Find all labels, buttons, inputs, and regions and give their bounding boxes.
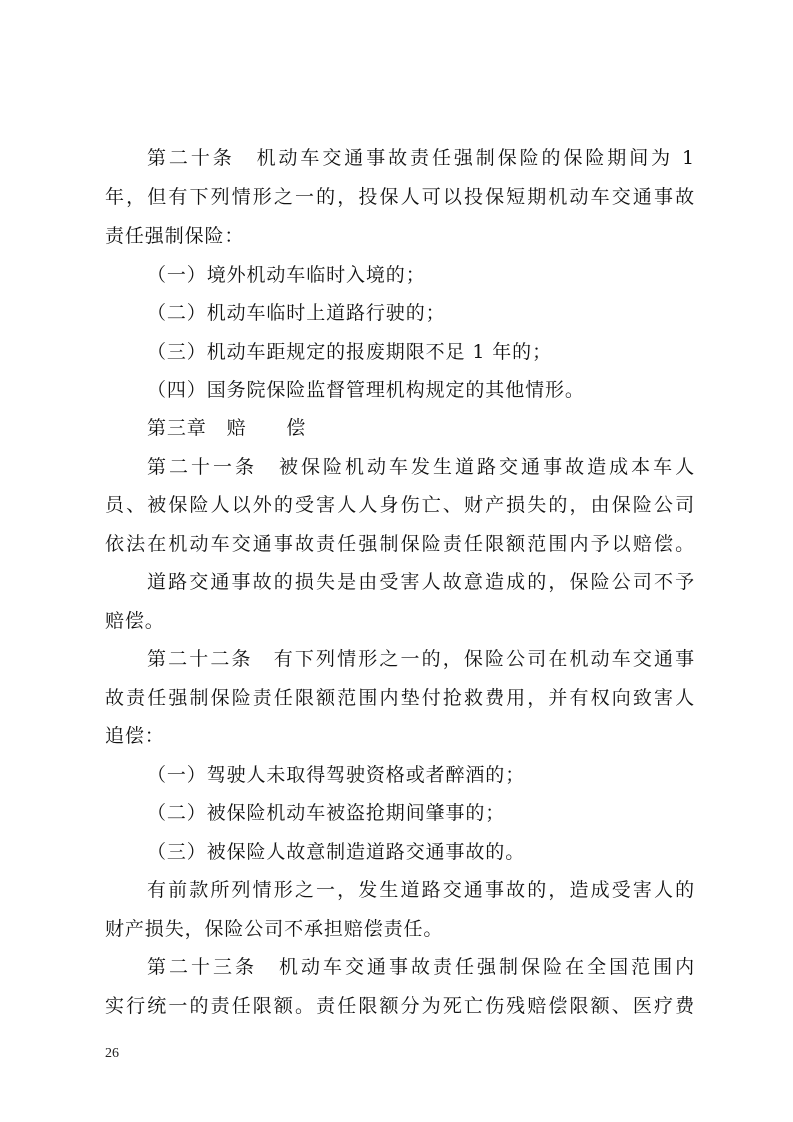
article-20-line-1: 第二十条 机动车交通事故责任强制保险的保险期间为 1 — [147, 147, 695, 169]
article-20-item-4: （四）国务院保险监督管理机构规定的其他情形。 — [147, 379, 585, 401]
article-22-line-3: 追偿： — [105, 725, 165, 747]
article-21-line-3: 依法在机动车交通事故责任强制保险责任限额范围内予以赔偿。 — [105, 533, 695, 555]
article-23-line-2: 实行统一的责任限额。责任限额分为死亡伤残赔偿限额、医疗费 — [105, 995, 695, 1017]
article-20-item-3: （三）机动车距规定的报废期限不足 1 年的； — [147, 341, 552, 363]
article-22-para-2-line-1: 有前款所列情形之一，发生道路交通事故的，造成受害人的 — [147, 879, 695, 901]
article-22-line-1: 第二十二条 有下列情形之一的，保险公司在机动车交通事 — [147, 648, 695, 670]
article-20-item-1: （一）境外机动车临时入境的； — [147, 264, 426, 286]
article-21-para-2-line-1: 道路交通事故的损失是由受害人故意造成的，保险公司不予 — [147, 571, 695, 593]
chapter-3-heading: 第三章 赔 偿 — [147, 417, 307, 439]
article-23-line-1: 第二十三条 机动车交通事故责任强制保险在全国范围内 — [147, 956, 695, 978]
article-22-para-2-line-2: 财产损失，保险公司不承担赔偿责任。 — [105, 918, 444, 940]
article-22-line-2: 故责任强制保险责任限额范围内垫付抢救费用，并有权向致害人 — [105, 687, 695, 709]
article-21-line-2: 员、被保险人以外的受害人人身伤亡、财产损失的，由保险公司 — [105, 494, 695, 516]
article-21-para-2-line-2: 赔偿。 — [105, 610, 165, 632]
article-22-item-3: （三）被保险人故意制造道路交通事故的。 — [147, 841, 526, 863]
article-22-item-2: （二）被保险机动车被盗抢期间肇事的； — [147, 802, 506, 824]
article-20-line-3: 责任强制保险： — [105, 225, 245, 247]
article-21-line-1: 第二十一条 被保险机动车发生道路交通事故造成本车人 — [147, 456, 695, 478]
article-22-item-1: （一）驾驶人未取得驾驶资格或者醉酒的； — [147, 764, 526, 786]
page-number: 26 — [105, 1046, 119, 1061]
article-20-item-2: （二）机动车临时上道路行驶的； — [147, 302, 446, 324]
article-20-line-2: 年，但有下列情形之一的，投保人可以投保短期机动车交通事故 — [105, 186, 695, 208]
